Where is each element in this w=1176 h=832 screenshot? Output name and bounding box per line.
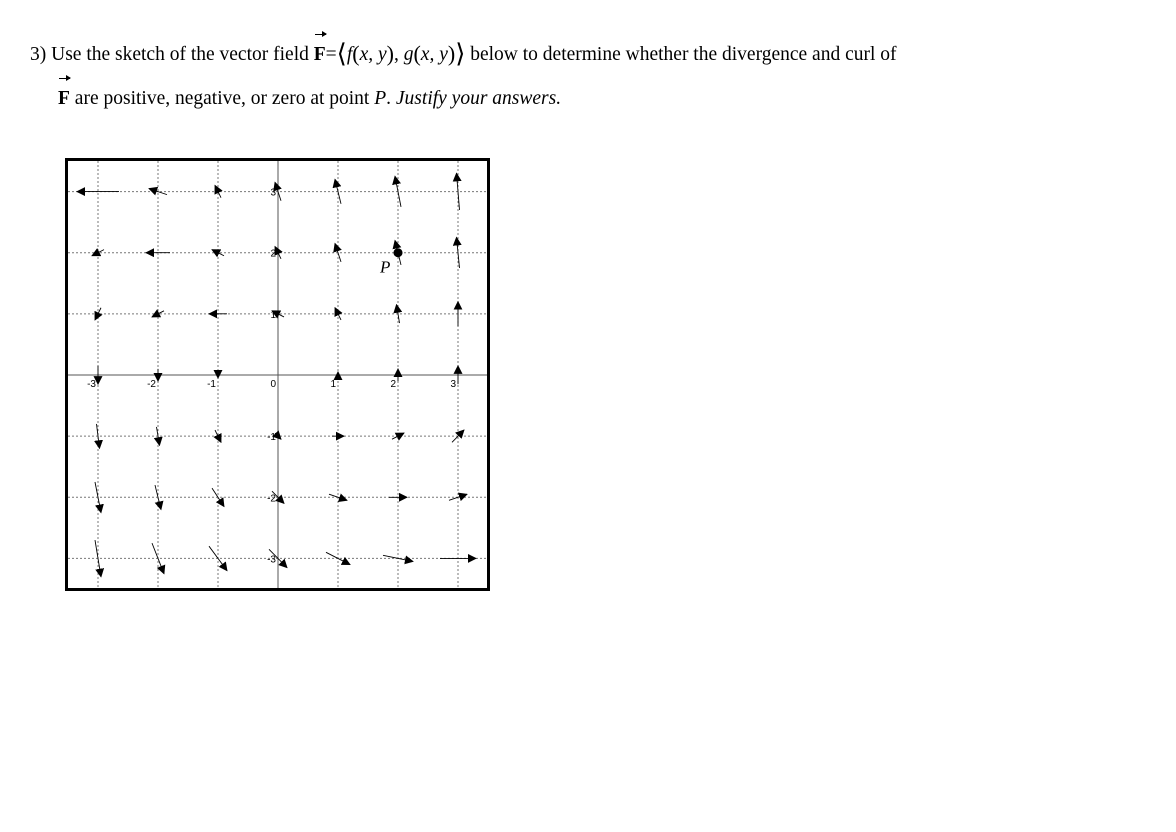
tick-label-x: 2 xyxy=(390,379,396,390)
tick-label-y: -2 xyxy=(267,493,276,505)
component-f: f xyxy=(346,44,353,65)
equals-sign: = xyxy=(325,44,337,65)
tick-label-x: 3 xyxy=(450,379,456,390)
component-g: g xyxy=(403,44,414,65)
justify-instruction: Justify your answers. xyxy=(395,88,562,109)
tick-label-y: 1 xyxy=(270,309,276,321)
vector-field-symbol: F xyxy=(314,33,326,77)
tick-label-y: -1 xyxy=(267,432,276,444)
vector-field-symbol-line2: F xyxy=(58,77,70,121)
vector-field-plot xyxy=(65,158,491,592)
component-comma: , xyxy=(393,44,399,65)
tick-label-y: 3 xyxy=(270,187,276,199)
problem-text-before: Use the sketch of the vector field xyxy=(51,44,309,65)
problem-line2-text: are positive, negative, or zero at point xyxy=(74,88,370,109)
problem-line-1: 3) Use the sketch of the vector field F=⟨f(x, y), g(x, y)⟩ below to determine whether the divergence and curl of xyxy=(30,32,1160,77)
tick-label-x: 0 xyxy=(270,379,276,390)
point-p-marker xyxy=(394,248,403,257)
tick-label-x: 1 xyxy=(330,379,336,390)
problem-line-2 xyxy=(30,77,1160,121)
point-p-label: P xyxy=(380,257,391,277)
grid-lines xyxy=(68,161,488,589)
tick-label-x: -1 xyxy=(207,379,216,390)
tick-label-x: -2 xyxy=(147,379,156,390)
tick-label-y: 2 xyxy=(270,248,276,260)
problem-statement xyxy=(30,32,1160,121)
component-f-args: x, y xyxy=(359,44,387,65)
point-symbol: P xyxy=(374,88,387,109)
component-g-args: x, y xyxy=(420,44,448,65)
right-angle-bracket: ⟩ xyxy=(455,39,466,68)
problem-number: 3) xyxy=(30,44,47,65)
tick-label-x: -3 xyxy=(87,379,96,390)
problem-period: . xyxy=(386,88,392,109)
tick-labels xyxy=(87,188,456,566)
left-angle-bracket: ⟨ xyxy=(336,39,347,68)
tick-label-y: -3 xyxy=(267,554,276,566)
problem-text-after: below to determine whether the divergence and curl of xyxy=(470,44,897,65)
